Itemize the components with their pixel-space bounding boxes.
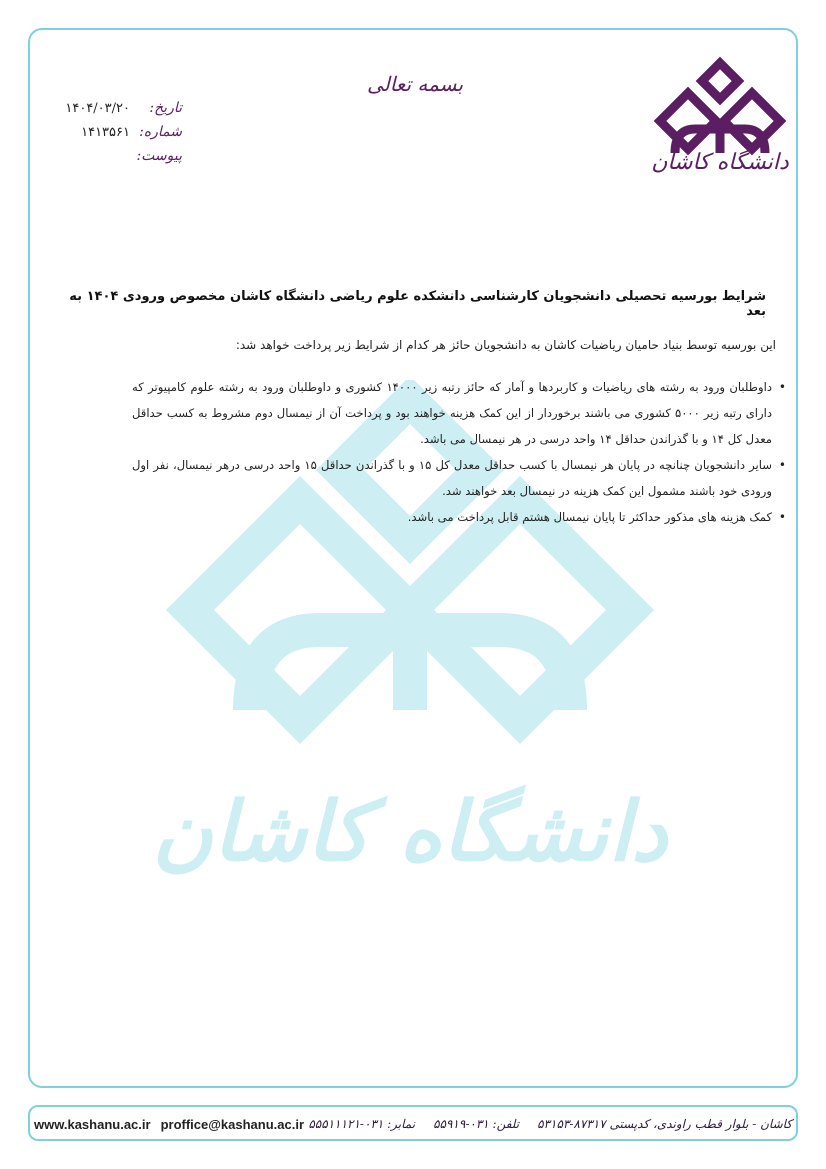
meta-attachment-label: پیوست: bbox=[136, 148, 182, 164]
footer-address-block bbox=[308, 1117, 792, 1131]
conditions-list bbox=[132, 374, 786, 530]
bismillah-heading: بسمه تعالی bbox=[366, 72, 464, 96]
university-logo-text: دانشگاه کاشان bbox=[651, 150, 789, 175]
meta-date-row bbox=[52, 100, 182, 124]
footer-fax: نمابر: ۰۳۱-۵۵۵۱۱۱۲۱ bbox=[308, 1117, 416, 1131]
footer-phone: تلفن: ۰۳۱-۵۵۹۱۹ bbox=[433, 1117, 520, 1131]
meta-attachment-row bbox=[52, 148, 182, 172]
document-intro: این بورسیه توسط بنیاد حامیان ریاضیات کاشان به دانشجویان حائز هر کدام از شرایط زیر پرداخت خواهد شد: bbox=[235, 338, 776, 352]
footer-website-link[interactable]: www.kashanu.ac.ir bbox=[34, 1116, 151, 1132]
list-item: • سایر دانشجویان چنانچه در پایان هر نیمسال با کسب حداقل معدل کل ۱۵ و با گذراندن حداقل ۱۵ واحد درسی درهر نیمسال، نفر اول ورودی خود باشند مشمول این کمک هزینه در نیمسال بعد خواهند شد. bbox=[132, 452, 772, 504]
footer-address: کاشان - بلوار قطب راوندی، کدپستی ۸۷۳۱۷-۵۳۱۵۳ bbox=[537, 1117, 792, 1131]
footer bbox=[34, 1110, 792, 1138]
list-item: • کمک هزینه های مذکور حداکثر تا پایان نیمسال هشتم قابل پرداخت می باشد. bbox=[132, 504, 772, 530]
watermark-text: دانشگاه کاشان bbox=[152, 784, 668, 880]
letter-meta-block bbox=[52, 100, 182, 172]
meta-date-label: تاریخ: bbox=[149, 100, 182, 116]
footer-contact-links bbox=[34, 1117, 304, 1132]
meta-number-label: شماره: bbox=[139, 124, 182, 140]
meta-number-value: ۱۴۱۳۵۶۱ bbox=[81, 125, 130, 140]
list-item: • داوطلبان ورود به رشته های ریاضیات و کاربردها و آمار که حائز رتبه زیر ۱۴۰۰۰ کشوری و داوطلبان ورود به رشته علوم کامپیوتر که دارای رتبه زیر ۵۰۰۰ کشوری می باشند برخوردار از این کمک هزینه خواهند بود و پرداخت آن از نیمسال دوم مشروط به کسب حداقل معدل کل ۱۴ و با گذراندن حداقل ۱۴ واحد درسی در هر نیمسال می باشد. bbox=[132, 374, 772, 452]
document-heading: شرایط بورسیه تحصیلی دانشجویان کارشناسی دانشکده علوم ریاضی دانشگاه کاشان مخصوص ورودی ۱۴۰۴ به بعد bbox=[69, 289, 766, 319]
footer-email-link[interactable]: proffice@kashanu.ac.ir bbox=[160, 1116, 305, 1132]
meta-number-row bbox=[52, 124, 182, 148]
meta-date-value: ۱۴۰۴/۰۳/۲۰ bbox=[65, 101, 130, 116]
